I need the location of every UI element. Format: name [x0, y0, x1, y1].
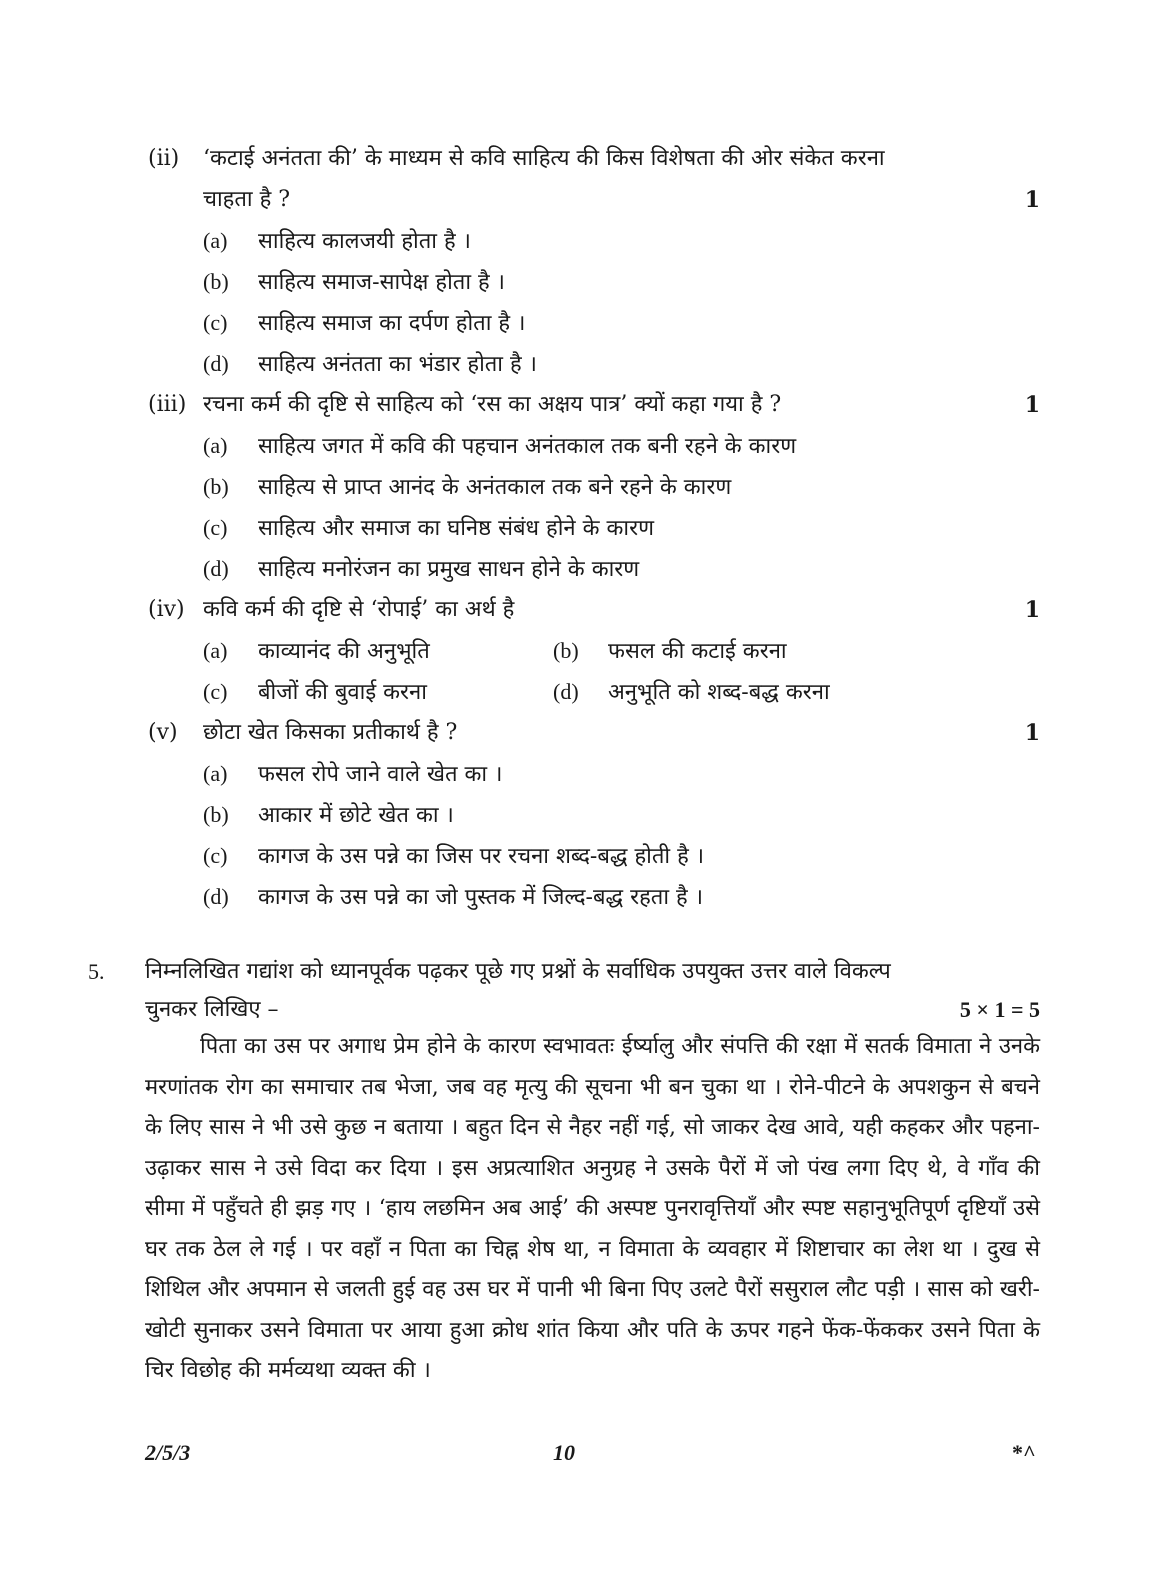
option-b: (b) साहित्य समाज-सापेक्ष होता है ।	[203, 269, 506, 295]
option-b: (b) साहित्य से प्राप्त आनंद के अनंतकाल तक बने रहने के कारण	[203, 474, 732, 500]
option-c: (c) कागज के उस पन्ने का जिस पर रचना शब्द-बद्ध होती है ।	[203, 843, 705, 869]
question-number: 5.	[88, 959, 105, 984]
option-a: (a) काव्यानंद की अनुभूति	[203, 638, 430, 664]
question-text: निम्नलिखित गद्यांश को ध्यानपूर्वक पढ़कर पूछे गए प्रश्नों के सर्वाधिक उपयुक्त उत्तर वाले विकल्प	[145, 959, 891, 984]
question-number: (iii)	[148, 392, 187, 417]
option-a: (a) साहित्य कालजयी होता है ।	[203, 228, 471, 254]
marks: 1	[1024, 392, 1040, 418]
option-d: (d) साहित्य अनंतता का भंडार होता है ।	[203, 351, 538, 377]
question-number: (ii)	[148, 146, 180, 171]
question-number: (iv)	[148, 597, 185, 622]
option-c: (c) बीजों की बुवाई करना	[203, 679, 427, 705]
option-a: (a) फसल रोपे जाने वाले खेत का ।	[203, 761, 503, 787]
marks: 5 × 1 = 5	[959, 997, 1040, 1022]
question-text-cont: चाहता है ?	[203, 187, 291, 212]
paper-code: 2/5/3	[145, 1440, 191, 1465]
option-b: (b) आकार में छोटे खेत का ।	[203, 802, 454, 828]
question-text: छोटा खेत किसका प्रतीकार्थ है ?	[203, 720, 458, 745]
question-text: कवि कर्म की दृष्टि से ‘रोपाई’ का अर्थ है	[203, 597, 515, 622]
option-d: (d) कागज के उस पन्ने का जो पुस्तक में जिल्द-बद्ध रहता है ।	[203, 884, 704, 910]
option-c: (c) साहित्य और समाज का घनिष्ठ संबंध होने के कारण	[203, 515, 655, 541]
option-b: (b) फसल की कटाई करना	[553, 638, 787, 664]
footer-mark: *^	[1012, 1440, 1036, 1465]
passage: पिता का उस पर अगाध प्रेम होने के कारण स्वभावतः ईर्ष्यालु और संपत्ति की रक्षा में सतर्क विमाता ने उनके मरणांतक रोग का समाचार तब भेजा, जब वह मृत्यु की सूचना भी बन चुका था । रोने-पीटने के अपशकुन से बचने के लिए सास ने भी उसे कुछ न बताया । बहुत दिन से नैहर नहीं गई, सो जाकर देख आवे, यही कहकर और पहना-उढ़ाकर सास ने उसे विदा कर दिया । इस अप्रत्याशित अनुग्रह ने उसके पैरों में जो पंख लगा दिए थे, वे गाँव की सीमा में पहुँचते ही झड़ गए । ‘हाय लछमिन अब आई’ की अस्पष्ट पुनरावृत्तियाँ और स्पष्ट सहानुभूतिपूर्ण दृष्टियाँ उसे घर तक ठेल ले गई । पर वहाँ न पिता का चिह्न शेष था, न विमाता के व्यवहार में शिष्टाचार का लेश था । दुख से शिथिल और अपमान से जलती हुई वह उस घर में पानी भी बिना पिए उलटे पैरों ससुराल लौट पड़ी । सास को खरी-खोटी सुनाकर उसने विमाता पर आया हुआ क्रोध शांत किया और पति के ऊपर गहने फेंक-फेंककर उसने पिता के चिर विछोह की मर्मव्यथा व्यक्त की ।	[145, 1034, 1040, 1383]
question-number: (v)	[148, 720, 178, 745]
question-text: ‘कटाई अनंतता की’ के माध्यम से कवि साहित्य की किस विशेषता की ओर संकेत करना	[203, 146, 885, 171]
option-d: (d) अनुभूति को शब्द-बद्ध करना	[553, 679, 830, 705]
question-text: रचना कर्म की दृष्टि से साहित्य को ‘रस का अक्षय पात्र’ क्यों कहा गया है ?	[203, 392, 782, 417]
marks: 1	[1024, 597, 1040, 623]
page-number: 10	[553, 1440, 575, 1465]
marks: 1	[1024, 187, 1040, 213]
marks: 1	[1024, 720, 1040, 746]
option-a: (a) साहित्य जगत में कवि की पहचान अनंतकाल तक बनी रहने के कारण	[203, 433, 797, 459]
question-text-cont: चुनकर लिखिए –	[145, 997, 279, 1022]
option-d: (d) साहित्य मनोरंजन का प्रमुख साधन होने के कारण	[203, 556, 640, 582]
option-c: (c) साहित्य समाज का दर्पण होता है ।	[203, 310, 526, 336]
